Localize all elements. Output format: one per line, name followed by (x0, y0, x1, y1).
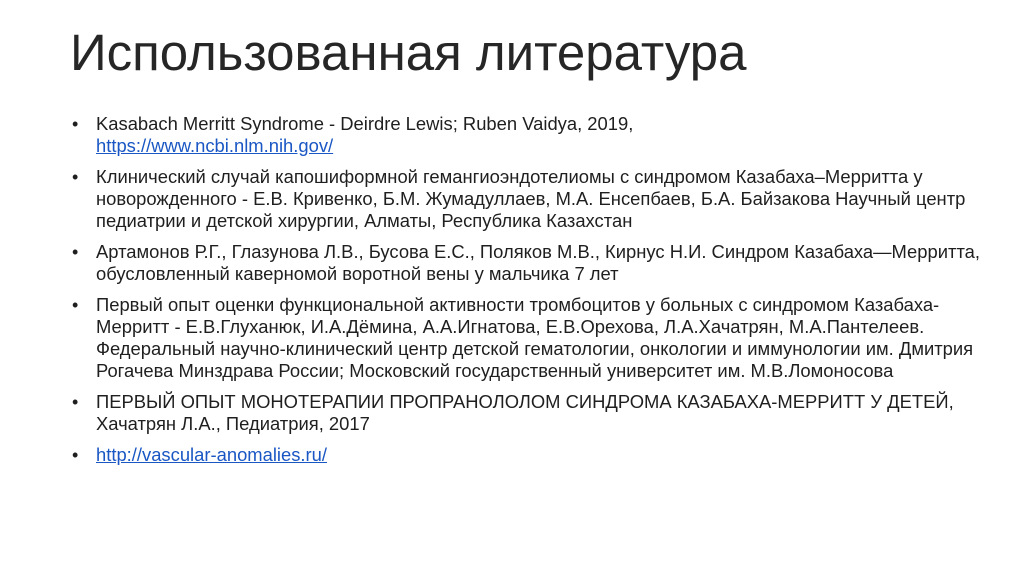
reference-text: Клинический случай капошиформной гемангиоэндотелиомы с синдромом Казабаха–Мерритта у новорожденного - Е.В. Кривенко, Б.М. Жумадуллаев, М.А. Енсепбаев, Б.А. Байзакова Научный центр педиатрии и детской хирургии, Алматы, Республика Казахстан (96, 166, 966, 231)
vascular-anomalies-link[interactable]: http://vascular-anomalies.ru/ (96, 444, 328, 465)
bullet-icon: • (72, 295, 79, 315)
bullet-icon: • (72, 167, 79, 187)
reference-text: Артамонов Р.Г., Глазунова Л.В., Бусова Е.С., Поляков М.В., Кирнус Н.И. Синдром Казабаха—Мерритта, обусловленный каверномой воротной вены у мальчика 7 лет (96, 241, 980, 284)
reference-item-1 (70, 113, 995, 157)
reference-item-3 (70, 241, 995, 285)
bullet-icon: • (72, 445, 79, 465)
reference-item-5 (70, 391, 995, 435)
reference-item-6 (70, 444, 995, 466)
ncbi-link[interactable]: https://www.ncbi.nlm.nih.gov/ (96, 135, 334, 156)
reference-text: ПЕРВЫЙ ОПЫТ МОНОТЕРАПИИ ПРОПРАНОЛОЛОМ СИНДРОМА КАЗАБАХА-МЕРРИТТ У ДЕТЕЙ, Хачатрян Л.А., Педиатрия, 2017 (96, 391, 954, 434)
bullet-icon: • (72, 242, 79, 262)
reference-item-2 (70, 166, 995, 232)
bullet-icon: • (72, 392, 79, 412)
reference-text: Первый опыт оценки функциональной активности тромбоцитов у больных с синдромом Казабаха-Мерритт - Е.В.Глуханюк, И.А.Дёмина, А.А.Игнатова, Е.В.Орехова, Л.А.Хачатрян, М.А.Пантелеев. Федеральный научно-клинический центр детской гематологии, онкологии и иммунологии им. Дмитрия Рогачева Минздрава России; Московский государственный университет им. М.В.Ломоносова (96, 294, 974, 381)
bullet-icon: • (72, 114, 79, 134)
reference-item-4 (70, 294, 995, 382)
reference-text: Kasabach Merritt Syndrome - Deirdre Lewis; Ruben Vaidya, 2019, (96, 113, 634, 134)
slide-title: Использованная литература (70, 24, 747, 81)
reference-list (70, 113, 995, 475)
